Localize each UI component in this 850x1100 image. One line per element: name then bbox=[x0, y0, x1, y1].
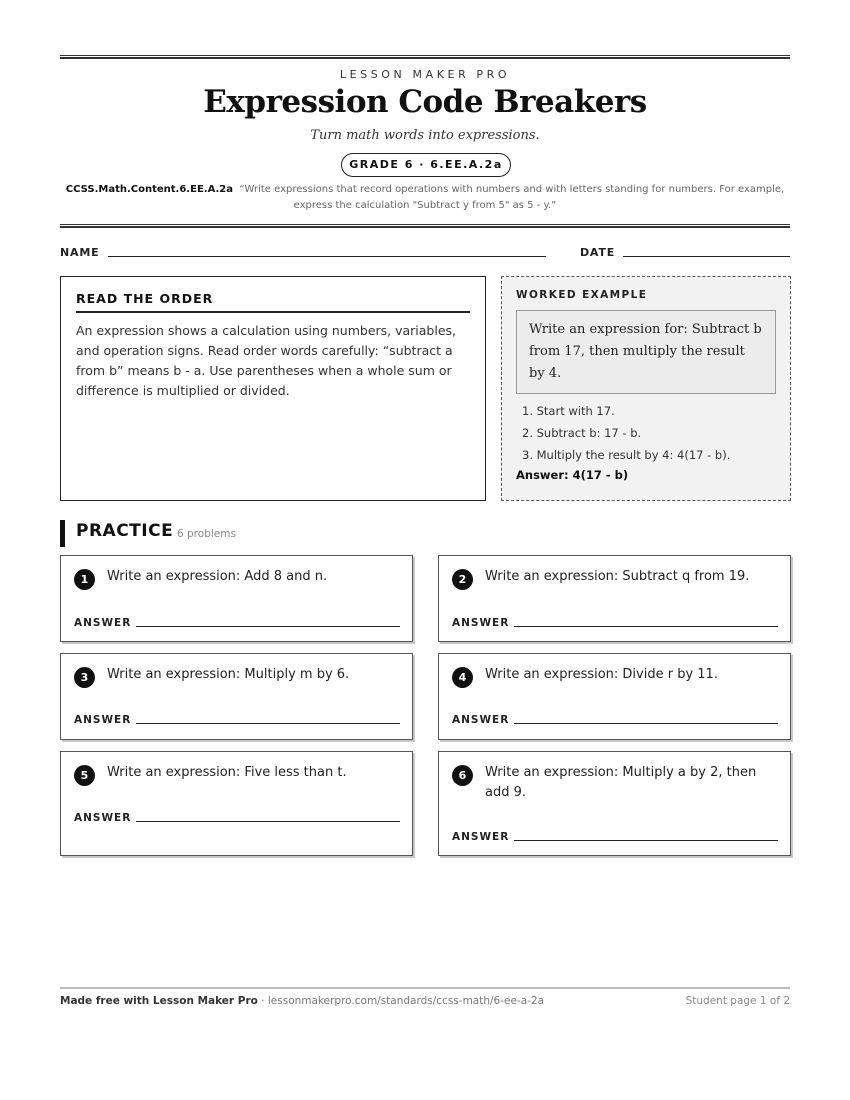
footer-page-number: Student page 1 of 2 bbox=[685, 995, 790, 1007]
problem-card-4 bbox=[438, 653, 791, 740]
answer-label: ANSWER bbox=[74, 812, 132, 824]
answer-label: ANSWER bbox=[452, 714, 510, 726]
answer-label: ANSWER bbox=[452, 831, 510, 843]
read-the-order-box bbox=[60, 276, 486, 501]
name-field[interactable] bbox=[108, 256, 546, 257]
worked-example-box bbox=[501, 276, 791, 501]
worked-example-step: 2. Subtract b: 17 - b. bbox=[522, 426, 642, 440]
footer-url: · lessonmakerpro.com/standards/ccss-math/6-ee-a-2a bbox=[257, 995, 545, 1007]
answer-field[interactable] bbox=[136, 626, 400, 627]
standard-code: CCSS.Math.Content.6.EE.A.2a bbox=[65, 184, 234, 195]
problem-card-6 bbox=[438, 751, 791, 856]
problem-number-badge: 1 bbox=[74, 569, 95, 590]
page-subtitle: Turn math words into expressions. bbox=[310, 128, 540, 143]
worked-example-steps bbox=[516, 400, 776, 466]
answer-field[interactable] bbox=[136, 821, 400, 822]
practice-count: 6 problems bbox=[177, 528, 236, 540]
problem-card-2 bbox=[438, 555, 791, 642]
date-field[interactable] bbox=[623, 256, 790, 257]
answer-label: ANSWER bbox=[74, 617, 132, 629]
worked-example-step: 3. Multiply the result by 4: 4(17 - b). bbox=[522, 448, 731, 462]
header-top-rule bbox=[60, 55, 790, 59]
problem-number-badge: 3 bbox=[74, 667, 95, 688]
answer-label: ANSWER bbox=[74, 714, 132, 726]
worked-example-answer: Answer: 4(17 - b) bbox=[516, 468, 629, 482]
problem-card-3 bbox=[60, 653, 413, 740]
problem-card-1 bbox=[60, 555, 413, 642]
practice-accent-bar bbox=[60, 520, 65, 547]
problem-card-5 bbox=[60, 751, 413, 856]
problem-text: Write an expression: Multiply a by 2, then add 9. bbox=[485, 765, 757, 800]
grade-badge: GRADE 6 · 6.EE.A.2a bbox=[341, 153, 511, 177]
footer-made-with: Made free with Lesson Maker Pro bbox=[60, 995, 258, 1007]
problem-text: Write an expression: Multiply m by 6. bbox=[107, 667, 350, 682]
worked-example-title: WORKED EXAMPLE bbox=[516, 289, 648, 301]
worked-example-prompt: Write an expression for: Subtract b from 17, then multiply the result by 4. bbox=[516, 310, 776, 394]
date-label: DATE bbox=[580, 246, 616, 259]
footer-rule bbox=[60, 987, 790, 989]
name-label: NAME bbox=[60, 246, 100, 259]
standard-text: “Write expressions that record operations with numbers and with letters standing for numbers. For example, express the calculation "Subtract y from 5" as 5 - y.” bbox=[239, 184, 785, 211]
header-bottom-rule bbox=[60, 224, 790, 228]
practice-heading: PRACTICE bbox=[76, 521, 174, 541]
answer-label: ANSWER bbox=[452, 617, 510, 629]
answer-field[interactable] bbox=[514, 626, 778, 627]
read-the-order-body: An expression shows a calculation using numbers, variables, and operation signs. Read order words carefully: “subtract a from b” means b - a. Use parentheses when a whole sum or difference is multiplied or divided. bbox=[76, 323, 457, 398]
problem-text: Write an expression: Subtract q from 19. bbox=[485, 569, 750, 584]
page-title: Expression Code Breakers bbox=[203, 84, 647, 120]
read-the-order-title: READ THE ORDER bbox=[76, 291, 470, 313]
standard-description bbox=[64, 182, 786, 214]
problem-number-badge: 4 bbox=[452, 667, 473, 688]
answer-field[interactable] bbox=[514, 723, 778, 724]
problem-text: Write an expression: Add 8 and n. bbox=[107, 569, 328, 584]
worked-example-step: 1. Start with 17. bbox=[522, 404, 615, 418]
problem-text: Write an expression: Divide r by 11. bbox=[485, 667, 718, 682]
footer-credit bbox=[60, 995, 544, 1007]
problem-number-badge: 5 bbox=[74, 765, 95, 786]
problem-number-badge: 6 bbox=[452, 765, 473, 786]
answer-field[interactable] bbox=[514, 840, 778, 841]
brand-name: LESSON MAKER PRO bbox=[339, 68, 511, 81]
answer-field[interactable] bbox=[136, 723, 400, 724]
problem-number-badge: 2 bbox=[452, 569, 473, 590]
problem-text: Write an expression: Five less than t. bbox=[107, 765, 347, 780]
